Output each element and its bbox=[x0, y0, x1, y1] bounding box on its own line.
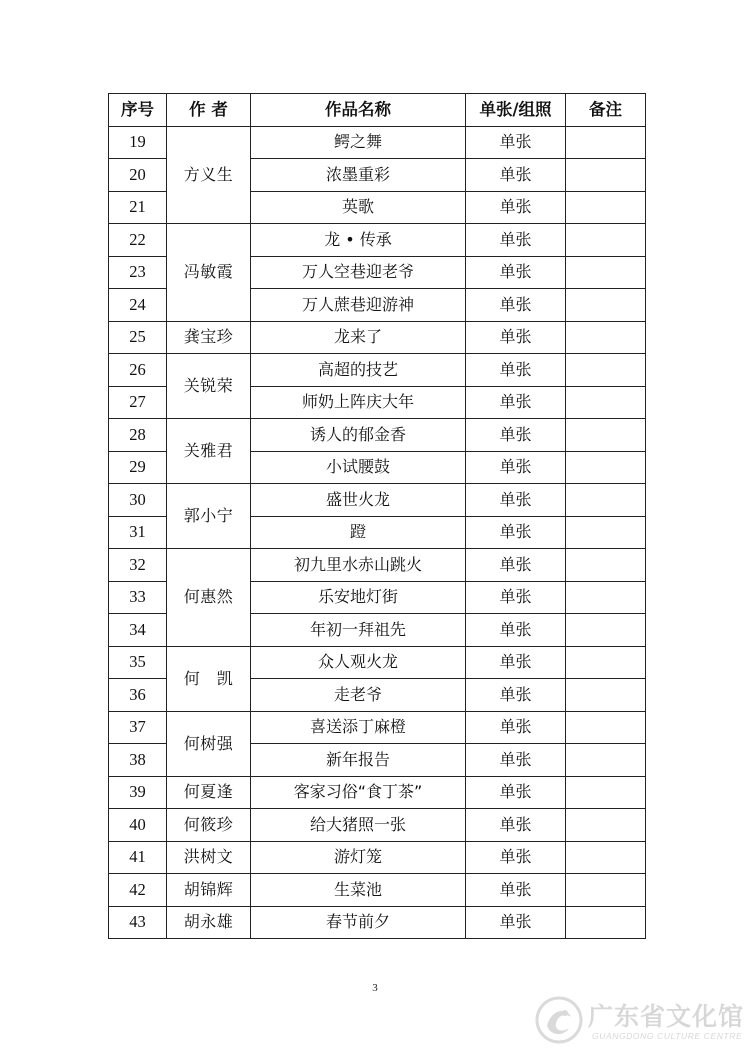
cell-single-or-set: 单张 bbox=[466, 191, 566, 224]
cell-remarks bbox=[566, 549, 646, 582]
cell-serial-number: 38 bbox=[109, 744, 167, 777]
cell-remarks bbox=[566, 679, 646, 712]
cell-single-or-set: 单张 bbox=[466, 841, 566, 874]
cell-single-or-set: 单张 bbox=[466, 451, 566, 484]
cell-remarks bbox=[566, 809, 646, 842]
cell-work-title: 新年报告 bbox=[251, 744, 466, 777]
header-remarks: 备注 bbox=[566, 94, 646, 127]
cell-single-or-set: 单张 bbox=[466, 354, 566, 387]
table-row bbox=[109, 484, 646, 517]
cell-remarks bbox=[566, 256, 646, 289]
cell-serial-number: 25 bbox=[109, 321, 167, 354]
cell-remarks bbox=[566, 159, 646, 192]
cell-work-title: 万人空巷迎老爷 bbox=[251, 256, 466, 289]
cell-single-or-set: 单张 bbox=[466, 776, 566, 809]
cell-author: 洪树文 bbox=[167, 841, 251, 874]
cell-remarks bbox=[566, 224, 646, 257]
cell-serial-number: 29 bbox=[109, 451, 167, 484]
cell-remarks bbox=[566, 614, 646, 647]
cell-work-title: 小试腰鼓 bbox=[251, 451, 466, 484]
cell-remarks bbox=[566, 744, 646, 777]
cell-author: 冯敏霞 bbox=[167, 224, 251, 322]
works-table-container bbox=[108, 93, 645, 939]
cell-remarks bbox=[566, 841, 646, 874]
watermark bbox=[534, 993, 744, 1049]
cell-author: 方义生 bbox=[167, 126, 251, 224]
cell-remarks bbox=[566, 321, 646, 354]
cell-work-title: 诱人的郁金香 bbox=[251, 419, 466, 452]
table-header-row bbox=[109, 94, 646, 127]
cell-serial-number: 27 bbox=[109, 386, 167, 419]
cell-author: 龚宝珍 bbox=[167, 321, 251, 354]
cell-work-title: 蹬 bbox=[251, 516, 466, 549]
header-serial-number: 序号 bbox=[109, 94, 167, 127]
table-row bbox=[109, 419, 646, 452]
table-row bbox=[109, 646, 646, 679]
table-row bbox=[109, 711, 646, 744]
cell-work-title: 走老爷 bbox=[251, 679, 466, 712]
cell-work-title: 师奶上阵庆大年 bbox=[251, 386, 466, 419]
cell-single-or-set: 单张 bbox=[466, 744, 566, 777]
cell-serial-number: 35 bbox=[109, 646, 167, 679]
cell-author: 何惠然 bbox=[167, 549, 251, 647]
watermark-title: 广东省文化馆 bbox=[588, 1002, 745, 1031]
watermark-subtitle: GUANGDONG CULTURE CENTRE bbox=[592, 1031, 743, 1041]
cell-author: 胡永雄 bbox=[167, 906, 251, 939]
table-row bbox=[109, 841, 646, 874]
cell-author: 何筱珍 bbox=[167, 809, 251, 842]
cell-remarks bbox=[566, 516, 646, 549]
cell-author: 何 凯 bbox=[167, 646, 251, 711]
culture-centre-logo-icon bbox=[534, 995, 584, 1045]
cell-remarks bbox=[566, 711, 646, 744]
cell-work-title: 英歌 bbox=[251, 191, 466, 224]
table-row bbox=[109, 549, 646, 582]
cell-work-title: 给大猪照一张 bbox=[251, 809, 466, 842]
cell-remarks bbox=[566, 646, 646, 679]
cell-serial-number: 41 bbox=[109, 841, 167, 874]
cell-single-or-set: 单张 bbox=[466, 126, 566, 159]
cell-remarks bbox=[566, 386, 646, 419]
cell-serial-number: 30 bbox=[109, 484, 167, 517]
cell-serial-number: 39 bbox=[109, 776, 167, 809]
header-single-or-set: 单张/组照 bbox=[466, 94, 566, 127]
cell-serial-number: 20 bbox=[109, 159, 167, 192]
cell-serial-number: 42 bbox=[109, 874, 167, 907]
cell-remarks bbox=[566, 354, 646, 387]
cell-work-title: 鳄之舞 bbox=[251, 126, 466, 159]
cell-work-title: 乐安地灯街 bbox=[251, 581, 466, 614]
cell-serial-number: 37 bbox=[109, 711, 167, 744]
cell-single-or-set: 单张 bbox=[466, 386, 566, 419]
cell-single-or-set: 单张 bbox=[466, 159, 566, 192]
cell-work-title: 春节前夕 bbox=[251, 906, 466, 939]
cell-single-or-set: 单张 bbox=[466, 256, 566, 289]
cell-single-or-set: 单张 bbox=[466, 224, 566, 257]
table-row bbox=[109, 874, 646, 907]
cell-remarks bbox=[566, 191, 646, 224]
cell-serial-number: 23 bbox=[109, 256, 167, 289]
cell-serial-number: 40 bbox=[109, 809, 167, 842]
cell-remarks bbox=[566, 581, 646, 614]
table-row bbox=[109, 126, 646, 159]
cell-serial-number: 43 bbox=[109, 906, 167, 939]
cell-single-or-set: 单张 bbox=[466, 906, 566, 939]
cell-single-or-set: 单张 bbox=[466, 289, 566, 322]
cell-work-title: 年初一拜祖先 bbox=[251, 614, 466, 647]
table-row bbox=[109, 354, 646, 387]
cell-work-title: 众人观火龙 bbox=[251, 646, 466, 679]
cell-remarks bbox=[566, 451, 646, 484]
table-row bbox=[109, 776, 646, 809]
cell-single-or-set: 单张 bbox=[466, 614, 566, 647]
cell-single-or-set: 单张 bbox=[466, 679, 566, 712]
cell-author: 何树强 bbox=[167, 711, 251, 776]
cell-single-or-set: 单张 bbox=[466, 321, 566, 354]
cell-serial-number: 26 bbox=[109, 354, 167, 387]
cell-remarks bbox=[566, 776, 646, 809]
table-row bbox=[109, 809, 646, 842]
table-body bbox=[109, 126, 646, 939]
cell-serial-number: 31 bbox=[109, 516, 167, 549]
cell-work-title: 喜送添丁麻橙 bbox=[251, 711, 466, 744]
cell-work-title: 高超的技艺 bbox=[251, 354, 466, 387]
cell-remarks bbox=[566, 419, 646, 452]
cell-remarks bbox=[566, 289, 646, 322]
cell-single-or-set: 单张 bbox=[466, 484, 566, 517]
cell-single-or-set: 单张 bbox=[466, 419, 566, 452]
page-number: 3 bbox=[372, 982, 378, 994]
cell-serial-number: 28 bbox=[109, 419, 167, 452]
header-author: 作 者 bbox=[167, 94, 251, 127]
cell-work-title: 龙来了 bbox=[251, 321, 466, 354]
cell-author: 关锐荣 bbox=[167, 354, 251, 419]
cell-author: 何夏逢 bbox=[167, 776, 251, 809]
cell-work-title: 浓墨重彩 bbox=[251, 159, 466, 192]
cell-single-or-set: 单张 bbox=[466, 646, 566, 679]
cell-work-title: 客家习俗“食丁茶” bbox=[251, 776, 466, 809]
cell-remarks bbox=[566, 874, 646, 907]
works-table bbox=[108, 93, 646, 939]
cell-serial-number: 19 bbox=[109, 126, 167, 159]
cell-remarks bbox=[566, 906, 646, 939]
cell-serial-number: 34 bbox=[109, 614, 167, 647]
cell-work-title: 生菜池 bbox=[251, 874, 466, 907]
table-row bbox=[109, 224, 646, 257]
cell-serial-number: 21 bbox=[109, 191, 167, 224]
cell-remarks bbox=[566, 484, 646, 517]
cell-single-or-set: 单张 bbox=[466, 581, 566, 614]
cell-serial-number: 36 bbox=[109, 679, 167, 712]
cell-single-or-set: 单张 bbox=[466, 516, 566, 549]
cell-work-title: 初九里水赤山跳火 bbox=[251, 549, 466, 582]
cell-single-or-set: 单张 bbox=[466, 874, 566, 907]
table-row bbox=[109, 321, 646, 354]
cell-serial-number: 24 bbox=[109, 289, 167, 322]
cell-work-title: 龙 • 传承 bbox=[251, 224, 466, 257]
cell-single-or-set: 单张 bbox=[466, 549, 566, 582]
cell-single-or-set: 单张 bbox=[466, 809, 566, 842]
cell-work-title: 盛世火龙 bbox=[251, 484, 466, 517]
cell-serial-number: 32 bbox=[109, 549, 167, 582]
cell-single-or-set: 单张 bbox=[466, 711, 566, 744]
header-work-title: 作品名称 bbox=[251, 94, 466, 127]
cell-author: 关雅君 bbox=[167, 419, 251, 484]
cell-author: 胡锦辉 bbox=[167, 874, 251, 907]
cell-work-title: 万人蔗巷迎游神 bbox=[251, 289, 466, 322]
cell-author: 郭小宁 bbox=[167, 484, 251, 549]
cell-serial-number: 22 bbox=[109, 224, 167, 257]
cell-remarks bbox=[566, 126, 646, 159]
cell-serial-number: 33 bbox=[109, 581, 167, 614]
table-row bbox=[109, 906, 646, 939]
cell-work-title: 游灯笼 bbox=[251, 841, 466, 874]
